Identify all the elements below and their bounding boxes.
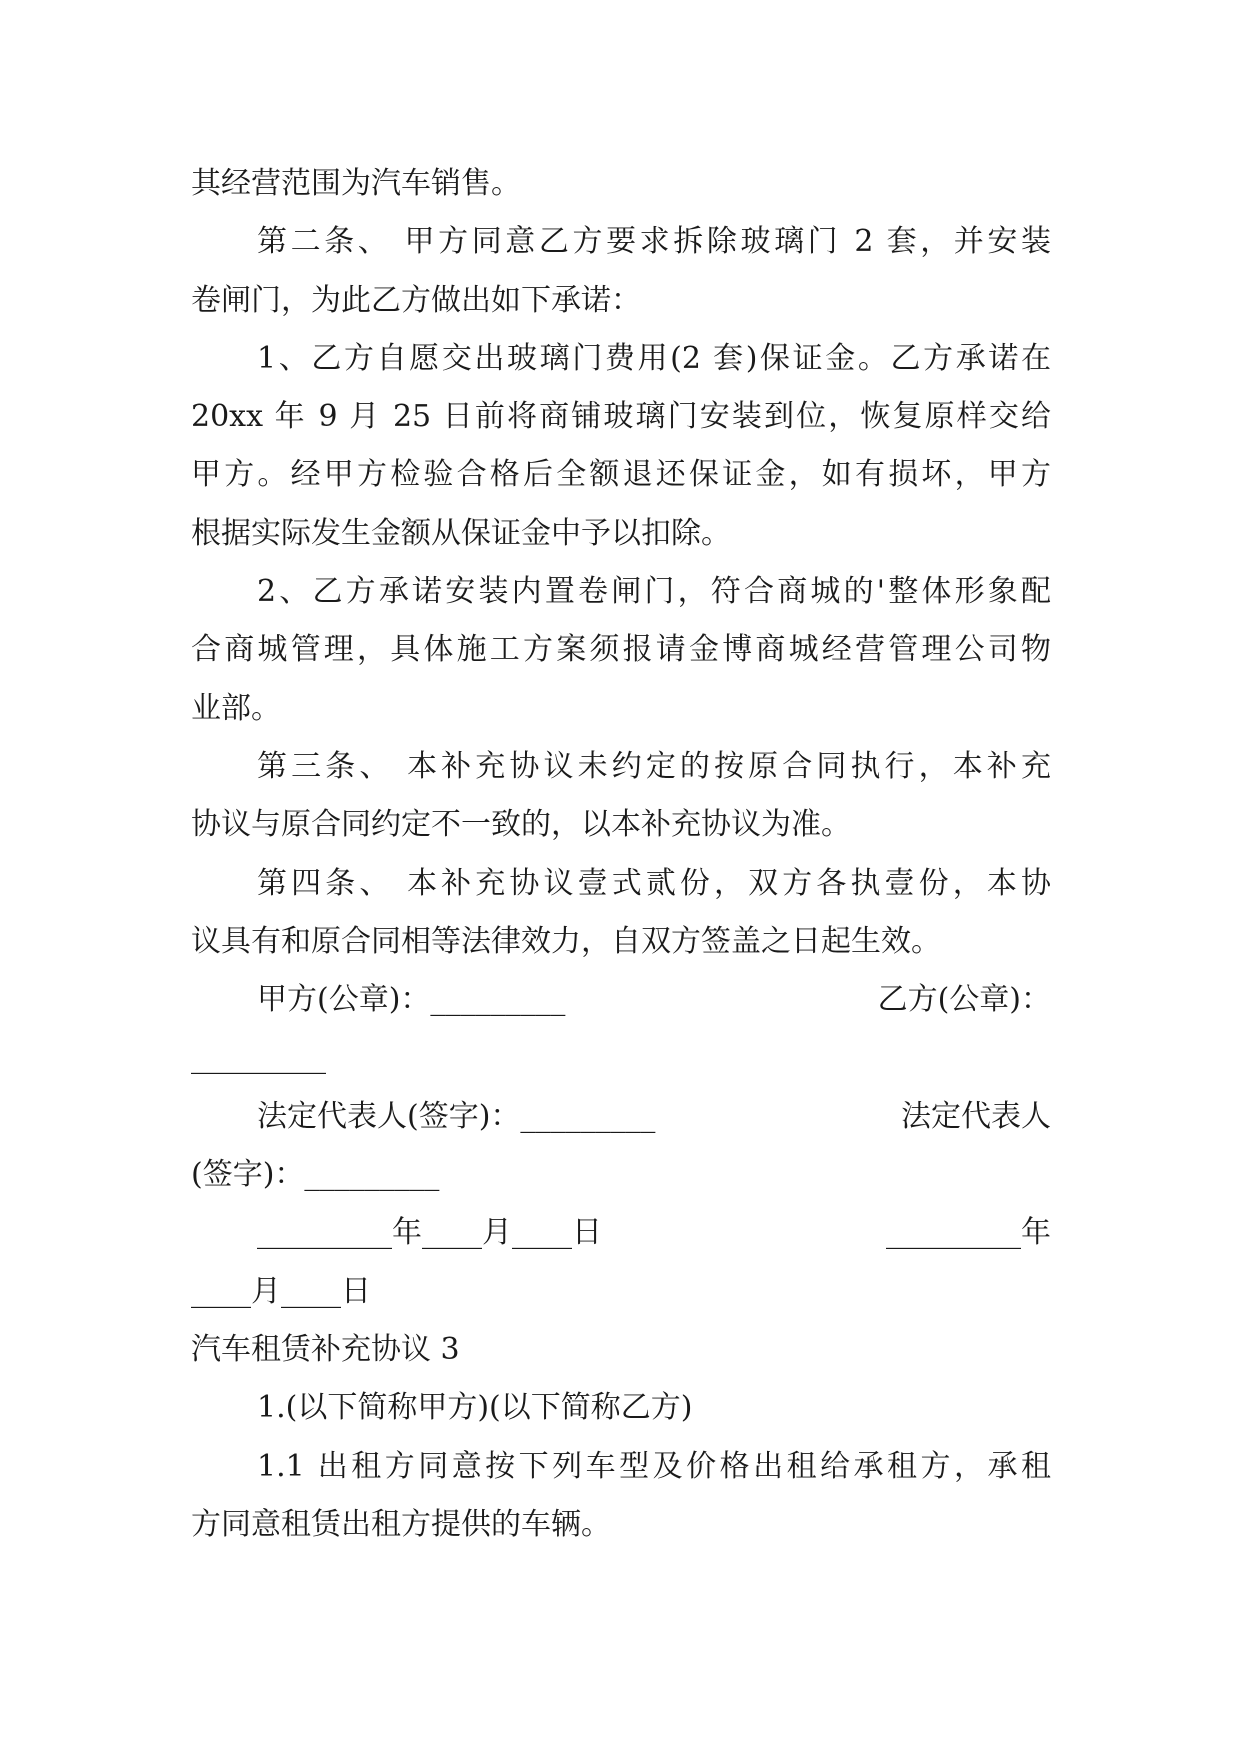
text-line: 业部。 (191, 690, 281, 726)
text-line: 1.(以下简称甲方)(以下简称乙方) (257, 1390, 693, 1426)
text-line: 甲方。经甲方检验合格后全额退还保证金，如有损坏，甲方 (191, 457, 1051, 493)
rep-b: 法定代表人 (901, 1098, 1051, 1134)
text-line: 合商城管理，具体施工方案须报请金博商城经营管理公司物 (191, 632, 1051, 668)
party-a-seal: 甲方(公章)：_________ (257, 982, 566, 1018)
article-4-line: 第四条、 本补充协议壹式贰份，双方各执壹份，本协 (257, 865, 1051, 901)
text-line: 卷闸门，为此乙方做出如下承诺： (191, 282, 641, 318)
item-1-line: 1、乙方自愿交出玻璃门费用(2 套)保证金。乙方承诺在 (257, 340, 1051, 376)
date-b: _________年 (886, 1215, 1051, 1251)
rep-a: 法定代表人(签字)：_________ (257, 1098, 656, 1134)
item-2-line: 2、乙方承诺安装内置卷闸门，符合商城的'整体形象配 (257, 574, 1051, 610)
text-line: 1.1 出租方同意按下列车型及价格出租给承租方，承租 (257, 1448, 1051, 1484)
party-b-seal: 乙方(公章)： (877, 982, 1051, 1018)
text-line: 协议与原合同约定不一致的，以本补充协议为准。 (191, 807, 851, 843)
rep-row (191, 1088, 1051, 1146)
rep-b-cont: (签字)：_________ (191, 1157, 440, 1193)
date-row (191, 1204, 1051, 1262)
text-line: 其经营范围为汽车销售。 (191, 166, 521, 201)
text-line: 议具有和原合同相等法律效力，自双方签盖之日起生效。 (191, 923, 941, 959)
date-b-cont: ____月____日 (191, 1273, 371, 1309)
text-line: 根据实际发生金额从保证金中予以扣除。 (191, 515, 731, 551)
seal-row (191, 971, 1051, 1029)
article-3-line: 第三条、 本补充协议未约定的按原合同执行，本补充 (257, 748, 1051, 784)
text-line: 方同意租赁出租方提供的车辆。 (191, 1506, 611, 1542)
text-line: 20xx 年 9 月 25 日前将商铺玻璃门安装到位，恢复原样交给 (191, 399, 1051, 435)
document-page (191, 155, 1051, 1554)
article-2-heading: 第二条、 甲方同意乙方要求拆除玻璃门 2 套，并安装 (257, 224, 1051, 260)
date-a: _________年____月____日 (257, 1215, 602, 1251)
section-title: 汽车租赁补充协议 3 (191, 1331, 460, 1367)
party-b-seal-blank: _________ (191, 1040, 326, 1076)
